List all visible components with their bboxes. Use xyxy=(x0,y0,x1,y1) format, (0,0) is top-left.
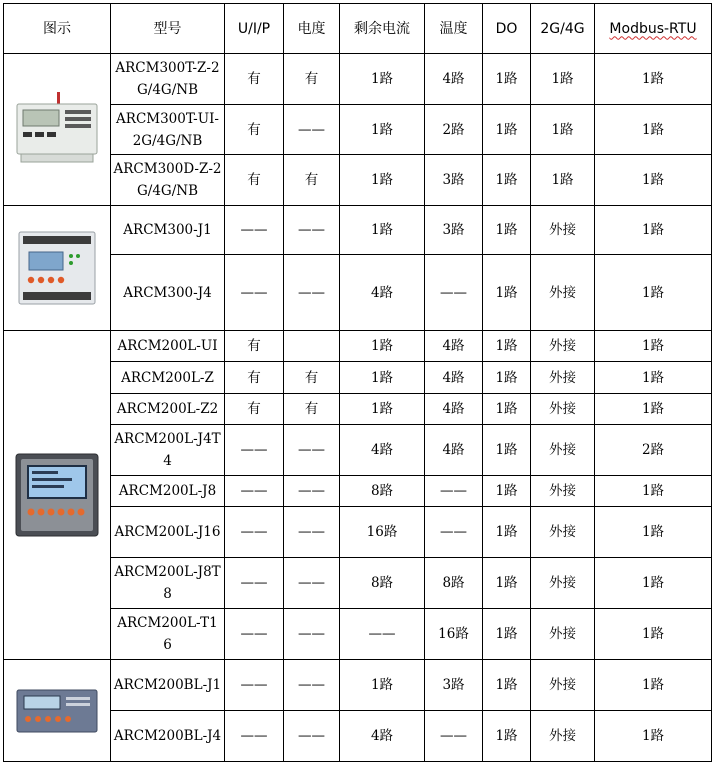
ui-cell: —— xyxy=(225,206,284,255)
ui-cell: —— xyxy=(225,255,284,331)
model-cell: ARCM200L-J4T4 xyxy=(111,425,225,476)
modbus-cell: 2路 xyxy=(595,425,712,476)
energy-cell xyxy=(284,331,340,362)
residual-current-cell: 1路 xyxy=(340,105,425,155)
network-cell: 外接 xyxy=(531,425,595,476)
header-row xyxy=(4,4,712,54)
do-cell: 1路 xyxy=(483,105,531,155)
table-row xyxy=(4,394,712,425)
residual-current-cell: 8路 xyxy=(340,558,425,609)
ui-cell: 有 xyxy=(225,54,284,105)
energy-cell: —— xyxy=(284,255,340,331)
network-cell: 1路 xyxy=(531,105,595,155)
header-model: 型号 xyxy=(111,4,225,54)
header-image: 图示 xyxy=(4,4,111,54)
do-cell: 1路 xyxy=(483,711,531,762)
ui-cell: —— xyxy=(225,507,284,558)
model-cell: ARCM200L-J8 xyxy=(111,476,225,507)
ui-cell: —— xyxy=(225,558,284,609)
model-cell: ARCM200L-Z xyxy=(111,362,225,394)
energy-cell: 有 xyxy=(284,394,340,425)
header-ui: U/I/P xyxy=(225,4,284,54)
temperature-cell: 3路 xyxy=(425,660,483,711)
table-row xyxy=(4,425,712,476)
network-cell: 外接 xyxy=(531,255,595,331)
modbus-cell: 1路 xyxy=(595,476,712,507)
modbus-cell: 1路 xyxy=(595,507,712,558)
temperature-cell: 16路 xyxy=(425,609,483,660)
model-cell: ARCM300T-Z-2G/4G/NB xyxy=(111,54,225,105)
model-cell: ARCM200BL-J1 xyxy=(111,660,225,711)
do-cell: 1路 xyxy=(483,476,531,507)
do-cell: 1路 xyxy=(483,331,531,362)
modbus-cell: 1路 xyxy=(595,331,712,362)
modbus-cell: 1路 xyxy=(595,155,712,206)
modbus-cell: 1路 xyxy=(595,660,712,711)
modbus-cell: 1路 xyxy=(595,362,712,394)
temperature-cell: 4路 xyxy=(425,331,483,362)
network-cell: 1路 xyxy=(531,54,595,105)
network-cell: 外接 xyxy=(531,660,595,711)
table-row xyxy=(4,206,712,255)
header-temperature: 温度 xyxy=(425,4,483,54)
residual-current-cell: 1路 xyxy=(340,331,425,362)
table-row xyxy=(4,362,712,394)
model-cell: ARCM200L-UI xyxy=(111,331,225,362)
energy-cell: —— xyxy=(284,660,340,711)
header-energy: 电度 xyxy=(284,4,340,54)
table-row xyxy=(4,609,712,660)
ui-cell: —— xyxy=(225,609,284,660)
table-row xyxy=(4,155,712,206)
network-cell: 外接 xyxy=(531,711,595,762)
do-cell: 1路 xyxy=(483,394,531,425)
modbus-cell: 1路 xyxy=(595,609,712,660)
network-cell: 外接 xyxy=(531,609,595,660)
do-cell: 1路 xyxy=(483,255,531,331)
temperature-cell: 3路 xyxy=(425,206,483,255)
energy-cell: —— xyxy=(284,609,340,660)
modbus-cell: 1路 xyxy=(595,558,712,609)
temperature-cell: 2路 xyxy=(425,105,483,155)
modbus-cell: 1路 xyxy=(595,711,712,762)
residual-current-cell: 1路 xyxy=(340,660,425,711)
model-cell: ARCM300-J1 xyxy=(111,206,225,255)
model-cell: ARCM200L-J16 xyxy=(111,507,225,558)
header-residual-current: 剩余电流 xyxy=(340,4,425,54)
temperature-cell: 4路 xyxy=(425,425,483,476)
energy-cell: 有 xyxy=(284,362,340,394)
device-image-cell xyxy=(4,660,111,762)
do-cell: 1路 xyxy=(483,54,531,105)
energy-cell: —— xyxy=(284,558,340,609)
ui-cell: 有 xyxy=(225,105,284,155)
residual-current-cell: 1路 xyxy=(340,155,425,206)
temperature-cell: —— xyxy=(425,507,483,558)
temperature-cell: 4路 xyxy=(425,394,483,425)
energy-cell: 有 xyxy=(284,155,340,206)
modbus-cell: 1路 xyxy=(595,206,712,255)
do-cell: 1路 xyxy=(483,362,531,394)
header-modbus-label: Modbus-RTU xyxy=(609,20,697,37)
network-cell: 外接 xyxy=(531,476,595,507)
device-image-cell xyxy=(4,206,111,331)
header-do: DO xyxy=(483,4,531,54)
temperature-cell: —— xyxy=(425,711,483,762)
ui-cell: —— xyxy=(225,711,284,762)
network-cell: 外接 xyxy=(531,206,595,255)
table-row xyxy=(4,558,712,609)
din-rail-residual-current-meter-icon xyxy=(15,226,99,310)
energy-cell: —— xyxy=(284,105,340,155)
ui-cell: 有 xyxy=(225,362,284,394)
network-cell: 1路 xyxy=(531,155,595,206)
residual-current-cell: 1路 xyxy=(340,394,425,425)
temperature-cell: —— xyxy=(425,476,483,507)
network-cell: 外接 xyxy=(531,507,595,558)
network-cell: 外接 xyxy=(531,362,595,394)
header-network: 2G/4G xyxy=(531,4,595,54)
ui-cell: 有 xyxy=(225,394,284,425)
residual-current-cell: —— xyxy=(340,609,425,660)
residual-current-cell: 4路 xyxy=(340,255,425,331)
residual-current-cell: 4路 xyxy=(340,425,425,476)
temperature-cell: —— xyxy=(425,255,483,331)
do-cell: 1路 xyxy=(483,155,531,206)
model-cell: ARCM200BL-J4 xyxy=(111,711,225,762)
panel-mount-meter-icon xyxy=(14,452,100,538)
modbus-cell: 1路 xyxy=(595,255,712,331)
device-image-cell xyxy=(4,54,111,206)
ui-cell: —— xyxy=(225,425,284,476)
model-cell: ARCM200L-T16 xyxy=(111,609,225,660)
table-row xyxy=(4,711,712,762)
temperature-cell: 4路 xyxy=(425,54,483,105)
ui-cell: —— xyxy=(225,476,284,507)
temperature-cell: 4路 xyxy=(425,362,483,394)
do-cell: 1路 xyxy=(483,660,531,711)
network-cell: 外接 xyxy=(531,331,595,362)
residual-current-cell: 16路 xyxy=(340,507,425,558)
energy-cell: 有 xyxy=(284,54,340,105)
table-row xyxy=(4,331,712,362)
do-cell: 1路 xyxy=(483,206,531,255)
device-image-cell xyxy=(4,331,111,660)
ui-cell: 有 xyxy=(225,155,284,206)
model-cell: ARCM200L-Z2 xyxy=(111,394,225,425)
network-cell: 外接 xyxy=(531,394,595,425)
do-cell: 1路 xyxy=(483,558,531,609)
model-cell: ARCM300D-Z-2G/4G/NB xyxy=(111,155,225,206)
modbus-cell: 1路 xyxy=(595,105,712,155)
table-row xyxy=(4,54,712,105)
residual-current-cell: 4路 xyxy=(340,711,425,762)
product-spec-table xyxy=(3,3,712,762)
compact-display-meter-icon xyxy=(14,686,100,736)
energy-cell: —— xyxy=(284,425,340,476)
din-rail-meter-with-antenna-icon xyxy=(11,90,103,170)
energy-cell: —— xyxy=(284,206,340,255)
table-row xyxy=(4,507,712,558)
ui-cell: —— xyxy=(225,660,284,711)
residual-current-cell: 1路 xyxy=(340,362,425,394)
temperature-cell: 8路 xyxy=(425,558,483,609)
modbus-cell: 1路 xyxy=(595,394,712,425)
do-cell: 1路 xyxy=(483,609,531,660)
header-modbus xyxy=(595,4,712,54)
model-cell: ARCM300-J4 xyxy=(111,255,225,331)
residual-current-cell: 1路 xyxy=(340,206,425,255)
table-row xyxy=(4,105,712,155)
energy-cell: —— xyxy=(284,507,340,558)
table-row xyxy=(4,255,712,331)
residual-current-cell: 1路 xyxy=(340,54,425,105)
table-row xyxy=(4,660,712,711)
temperature-cell: 3路 xyxy=(425,155,483,206)
do-cell: 1路 xyxy=(483,425,531,476)
modbus-cell: 1路 xyxy=(595,54,712,105)
network-cell: 外接 xyxy=(531,558,595,609)
do-cell: 1路 xyxy=(483,507,531,558)
residual-current-cell: 8路 xyxy=(340,476,425,507)
ui-cell: 有 xyxy=(225,331,284,362)
energy-cell: —— xyxy=(284,476,340,507)
table-row xyxy=(4,476,712,507)
model-cell: ARCM300T-UI-2G/4G/NB xyxy=(111,105,225,155)
energy-cell: —— xyxy=(284,711,340,762)
model-cell: ARCM200L-J8T8 xyxy=(111,558,225,609)
